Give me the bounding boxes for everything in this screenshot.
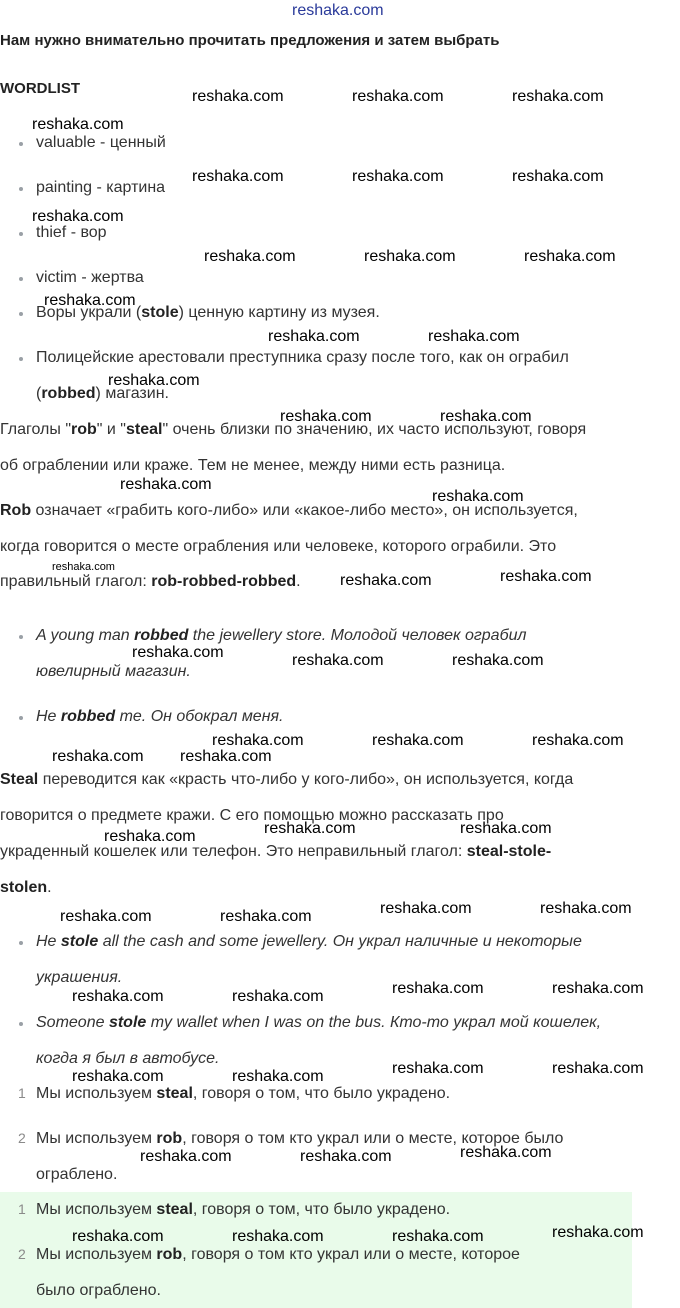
watermark: reshaka.com: [120, 476, 212, 493]
watermark: reshaka.com: [264, 820, 356, 837]
steal-line: Steal переводится как «красть что-либо у кого-либо», он используется, когда: [0, 771, 574, 788]
rob-line: правильный глагол: rob-robbed-robbed.: [0, 573, 301, 590]
wordlist-item: painting - картина: [36, 179, 166, 196]
wordlist-item: victim - жертва: [36, 269, 144, 286]
para-line: об ограблении или краже. Тем не менее, между ними есть разница.: [0, 457, 506, 474]
rule-item: 1 Мы используем steal, говоря о том, что было украдено.: [18, 1085, 451, 1102]
watermark: reshaka.com: [552, 980, 644, 997]
watermark: reshaka.com: [140, 1148, 232, 1165]
steal-line: украденный кошелек или телефон. Это неправильный глагол: steal-stole-: [0, 843, 552, 860]
wordlist-item: valuable - ценный: [36, 134, 166, 151]
watermark: reshaka.com: [108, 372, 200, 389]
watermark: reshaka.com: [232, 1068, 324, 1085]
watermark: reshaka.com: [180, 748, 272, 765]
watermark: reshaka.com: [232, 1228, 324, 1245]
example-robbed-cont: (robbed) магазин.: [36, 385, 169, 402]
rob-example-cont: ювелирный магазин.: [36, 663, 191, 680]
wordlist-item: thief - вор: [36, 224, 107, 241]
watermark: reshaka.com: [392, 980, 484, 997]
steal-example-cont: украшения.: [36, 969, 123, 986]
watermark: reshaka.com: [300, 1148, 392, 1165]
watermark: reshaka.com: [340, 572, 432, 589]
watermark: reshaka.com: [372, 732, 464, 749]
watermark: reshaka.com: [268, 328, 360, 345]
watermark: reshaka.com: [540, 900, 632, 917]
intro-text: Нам нужно внимательно прочитать предложения и затем выбрать: [0, 32, 500, 49]
watermark: reshaka.com: [380, 900, 472, 917]
watermark: reshaka.com: [32, 208, 124, 225]
steal-example: Someone stole my wallet when I was on the bus. Кто-то украл мой кошелек,: [36, 1014, 602, 1031]
watermark: reshaka.com: [292, 652, 384, 669]
watermark: reshaka.com: [104, 828, 196, 845]
watermark: reshaka.com: [280, 408, 372, 425]
watermark: reshaka.com: [44, 292, 136, 309]
watermark: reshaka.com: [72, 988, 164, 1005]
watermark: reshaka.com: [460, 1144, 552, 1161]
steal-example-cont: когда я был в автобусе.: [36, 1050, 220, 1067]
answer-item: 1 Мы используем steal, говоря о том, что было украдено.: [18, 1201, 451, 1218]
watermark: reshaka.com: [352, 168, 444, 185]
watermark: reshaka.com: [72, 1228, 164, 1245]
watermark: reshaka.com: [212, 732, 304, 749]
steal-line: говорится о предмете кражи. С его помощью можно рассказать про: [0, 807, 504, 824]
watermark: reshaka.com: [192, 168, 284, 185]
watermark: reshaka.com: [512, 88, 604, 105]
watermark: reshaka.com: [52, 561, 115, 573]
rob-line: Rob означает «грабить кого-либо» или «какое-либо место», он используется,: [0, 502, 578, 519]
watermark: reshaka.com: [392, 1060, 484, 1077]
watermark: reshaka.com: [460, 820, 552, 837]
steal-line: stolen.: [0, 879, 52, 896]
rule-item: 2 Мы используем rob, говоря о том кто украл или о месте, которое было: [18, 1130, 564, 1147]
watermark: reshaka.com: [432, 488, 524, 505]
watermark: reshaka.com: [32, 116, 124, 133]
para-line: Глаголы "rob" и "steal" очень близки по значению, их часто используют, говоря: [0, 421, 587, 438]
rob-line: когда говорится о месте ограбления или человеке, которого ограбили. Это: [0, 538, 557, 555]
watermark: reshaka.com: [352, 88, 444, 105]
site-header[interactable]: reshaka.com: [292, 2, 384, 19]
watermark: reshaka.com: [392, 1228, 484, 1245]
watermark: reshaka.com: [364, 248, 456, 265]
watermark: reshaka.com: [192, 88, 284, 105]
watermark: reshaka.com: [60, 908, 152, 925]
watermark: reshaka.com: [552, 1224, 644, 1241]
watermark: reshaka.com: [512, 168, 604, 185]
watermark: reshaka.com: [532, 732, 624, 749]
example-stole: Воры украли (stole) ценную картину из музея.: [36, 304, 380, 321]
watermark: reshaka.com: [440, 408, 532, 425]
watermark: reshaka.com: [500, 568, 592, 585]
watermark: reshaka.com: [204, 248, 296, 265]
watermark: reshaka.com: [220, 908, 312, 925]
watermark: reshaka.com: [524, 248, 616, 265]
rob-example: He robbed me. Он обокрал меня.: [36, 708, 284, 725]
watermark: reshaka.com: [52, 748, 144, 765]
rob-example: A young man robbed the jewellery store. Молодой человек ограбил: [36, 627, 527, 644]
watermark: reshaka.com: [132, 644, 224, 661]
steal-example: He stole all the cash and some jewellery. Он украл наличные и некоторые: [36, 933, 582, 950]
watermark: reshaka.com: [552, 1060, 644, 1077]
answer-item-cont: было ограблено.: [36, 1282, 161, 1299]
wordlist-title: WORDLIST: [0, 80, 80, 97]
example-robbed: Полицейские арестовали преступника сразу после того, как он ограбил: [36, 349, 569, 366]
watermark: reshaka.com: [428, 328, 520, 345]
watermark: reshaka.com: [232, 988, 324, 1005]
watermark: reshaka.com: [452, 652, 544, 669]
answer-item: 2 Мы используем rob, говоря о том кто украл или о месте, которое: [18, 1246, 520, 1263]
rule-item-cont: ограблено.: [36, 1166, 118, 1183]
watermark: reshaka.com: [72, 1068, 164, 1085]
